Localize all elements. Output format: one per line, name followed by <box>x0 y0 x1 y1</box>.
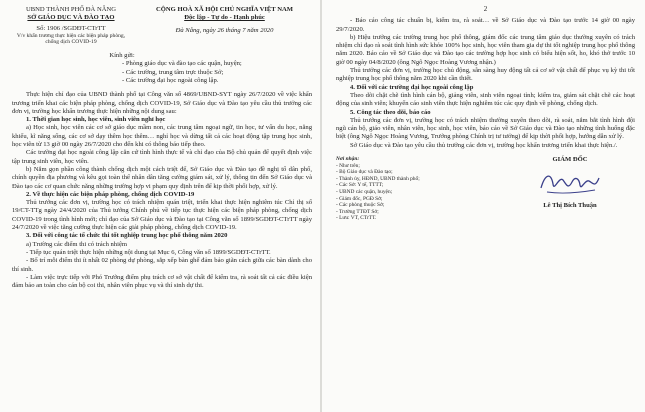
national-motto: Độc lập - Tự do - Hạnh phúc <box>184 14 265 22</box>
section-1-heading: 1. Thời gian học sinh, học viên, sinh viên nghỉ học <box>26 116 166 124</box>
recipient-list-item: - Thành ủy, HĐND, UBND thành phố; <box>336 175 420 182</box>
signer-name: Lê Thị Bích Thuận <box>543 202 597 210</box>
noi-nhan-label: Nơi nhận: <box>336 156 360 163</box>
handwritten-signature <box>535 166 605 200</box>
recipient-item: - Các trường, trung tâm trực thuộc Sở; <box>122 68 224 76</box>
section-5-paragraph: Thủ trưởng các đơn vị, trường học có trách nhiệm thường xuyên theo dõi, rà soát, nắm bắt tình hình đội ngũ cán bộ, giáo viên, nhân viên, học sinh, học viên, báo cáo về Sở Giáo dục và Đào tạo những tình huống đặc biệt (ông Ngô Ngọc Hoàng Vương, Trưởng phòng Chính trị tư tưởng) để kịp thời phối hợp, hướng dẫn xử lý. <box>336 116 635 141</box>
section-4-paragraph: Theo dõi chặt chẽ tình hình cán bộ, giảng viên, sinh viên ngoại tỉnh; kiểm tra, giám sát chặt chẽ các hoạt động của sinh viên; khuyến cáo sinh viên thực hiện nghiêm túc các quy định về phòng, chống dịch. <box>336 91 635 108</box>
section-4-heading: 4. Đối với các trường đại học ngoài công lập <box>350 83 474 91</box>
recipients-block <box>72 52 312 85</box>
issuer-city: UBND THÀNH PHỐ ĐÀ NẴNG <box>26 6 116 13</box>
section-3a-item: - Làm việc trực tiếp với Phó Trưởng điểm phụ trách cơ sở vật chất để kiểm tra, rà soát tất cả các điều kiện đảm bảo an toàn cho cán bộ coi thi, nhân viên phục vụ và thí sinh dự thi. <box>12 273 312 290</box>
document-page-1 <box>0 0 320 412</box>
section-3a-item: - Tiếp tục quán triệt thực hiện những nội dung tại Mục 6, Công văn số 1899/SGDĐT-CTrTT. <box>26 248 271 256</box>
document-subject: V/v khẩn trương thực hiện các biện pháp phòng, chống dịch COVID-19 <box>16 32 126 46</box>
section-1b-paragraph: b) Nắm gọn phần công thành chống dịch một cách triệt để, Sở Giáo dục và Đào tạo đề nghị tổ dân phố, chính quyền địa phương và kêu gọi toàn thể nhân dân tăng cường giám sát, xử lý, thông tin đến Sở Giáo dục và Đào tạo các cơ quan chức năng những trường hợp vi phạm quy định trên để kịp thời phối hợp, xử lý. <box>12 165 312 190</box>
kinh-gui-label: Kính gửi: <box>109 52 135 60</box>
recipient-list-item: - Giám đốc, PGĐ Sở; <box>336 195 383 202</box>
signer-block <box>505 156 635 222</box>
recipient-list-item: - Trường TTĐT Sở; <box>336 208 379 215</box>
section-2-heading: 2. Về thực hiện các biện pháp phòng, chống dịch COVID-19 <box>26 190 195 198</box>
document-header <box>12 6 312 46</box>
section-3a-heading: a) Trường các điểm thi có trách nhiệm <box>26 240 127 248</box>
recipient-list-item: - Bộ Giáo dục và Đào tạo; <box>336 169 393 176</box>
section-1-note-paragraph: Các trường đại học ngoài công lập căn cứ tình hình thực tế và chỉ đạo của Bộ chủ quản để quyết định việc tập trung sinh viên, học viên. <box>12 149 312 165</box>
recipient-list-item: - Lưu: VT, CTrTT. <box>336 215 377 222</box>
recipient-list-item: - Các Sở: Y tế, TTTT; <box>336 182 384 189</box>
closing-paragraph: Sở Giáo dục và Đào tạo yêu cầu thủ trưởng các đơn vị, trường học khẩn trương triển khai thực hiện./. <box>350 141 618 149</box>
section-1a-paragraph: a) Học sinh, học viên các cơ sở giáo dục mầm non, các trung tâm ngoại ngữ, tin học, tư vấn du học, năng khiếu, kĩ năng sống, các cơ sở dạy thêm học thêm… nghỉ học và dừng tất cả các hoạt động tập trung học sinh, học viên từ 13 giờ 00 ngày 26/7/2020 cho đến khi có thông báo tiếp theo. <box>12 124 312 149</box>
recipient-list <box>336 156 466 222</box>
section-3b-paragraph: b) Hiệu trưởng các trường trung học phổ thông, giám đốc các trung tâm giáo dục thường xuyên có trách nhiệm chỉ đạo rà soát tình hình sức khỏe 100% học sinh, học viên tham gia dự thi tốt nghiệp trung học phổ thông năm 2020. Báo cáo về Sở Giáo dục và Đào tạo các trường hợp học sinh có biểu hiện sốt, ho, khó thở trước 10 giờ 00 ngày 04/8/2020 (ông Ngô Ngọc Hoàng Vương nhận.) <box>336 33 635 66</box>
page-number: 2 <box>483 5 488 13</box>
document-number: Số: 1906 /SGDĐT-CTrTT <box>36 24 106 32</box>
section-5-heading: 5. Công tác theo dõi, báo cáo <box>350 108 431 116</box>
national-heading <box>137 6 312 46</box>
intro-paragraph: Thực hiện chỉ đạo của UBND thành phố tại Công văn số 4869/UBND-SYT ngày 26/7/2020 về việc khẩn trương triển khai các biện pháp phòng, chống dịch COVID-19, Sở Giáo dục và Đào tạo yêu cầu thủ trưởng các đơn vị, trường học khẩn trương thực hiện những nội dung sau: <box>12 91 312 115</box>
section-3-heading: 3. Đối với công tác tổ chức thi tốt nghiệp trung học phổ thông năm 2020 <box>26 232 228 240</box>
section-3a-item: - Bố trí mỗi điểm thi ít nhất 02 phòng dự phòng, sắp xếp bàn ghế đảm bảo giãn cách giữa các bàn dành cho thí sinh. <box>12 257 312 273</box>
facilities-paragraph: Thủ trưởng các đơn vị, trường học chủ động, sẵn sàng huy động tất cả cơ sở vật chất để phục vụ kỳ thi tốt nghiệp trung học phổ thông năm 2020 khi cần thiết. <box>336 67 635 83</box>
nation-name: CỘNG HOÀ XÃ HỘI CHỦ NGHĨA VIỆT NAM <box>156 6 293 13</box>
document-page-2 <box>322 0 645 412</box>
signature-section <box>336 156 635 222</box>
recipient-list-item: - Các phòng thuộc Sở; <box>336 202 385 209</box>
issuer-block <box>12 6 130 46</box>
document-date: Đà Nẵng, ngày 26 tháng 7 năm 2020 <box>175 26 274 34</box>
issuer-department: SỞ GIÁO DỤC VÀ ĐÀO TẠO <box>27 14 115 22</box>
section-2-paragraph: Thủ trưởng các đơn vị, trường học có trách nhiệm quán triệt, triển khai thực hiện nghiêm túc Chỉ thị số 19/CT-TTg ngày 24/4/2020 của Thủ tướng Chính phủ về tiếp tục thực hiện các biện pháp phòng, chống dịch COVID-19 trong tình hình mới; chỉ đạo của Sở Giáo dục và Đào tạo tại Công văn số 1899/SGDĐT-CTrTT ngày 24/7/2020 về việc tăng cường thực hiện các giải pháp phòng, chống dịch COVID-19. <box>12 199 312 232</box>
recipient-item: - Phòng giáo dục và đào tạo các quận, huyện; <box>122 60 242 68</box>
report-deadline-paragraph: - Báo cáo công tác chuẩn bị, kiểm tra, rà soát… về Sở Giáo dục và Đào tạo trước 14 giờ 00 ngày 29/7/2020. <box>336 17 635 33</box>
recipient-list-item: - UBND các quận, huyện; <box>336 189 393 196</box>
recipient-list-item: - Như trên; <box>336 162 360 169</box>
signer-role: GIÁM ĐỐC <box>552 156 588 164</box>
recipient-item: - Các trường đại học ngoài công lập. <box>122 76 219 84</box>
